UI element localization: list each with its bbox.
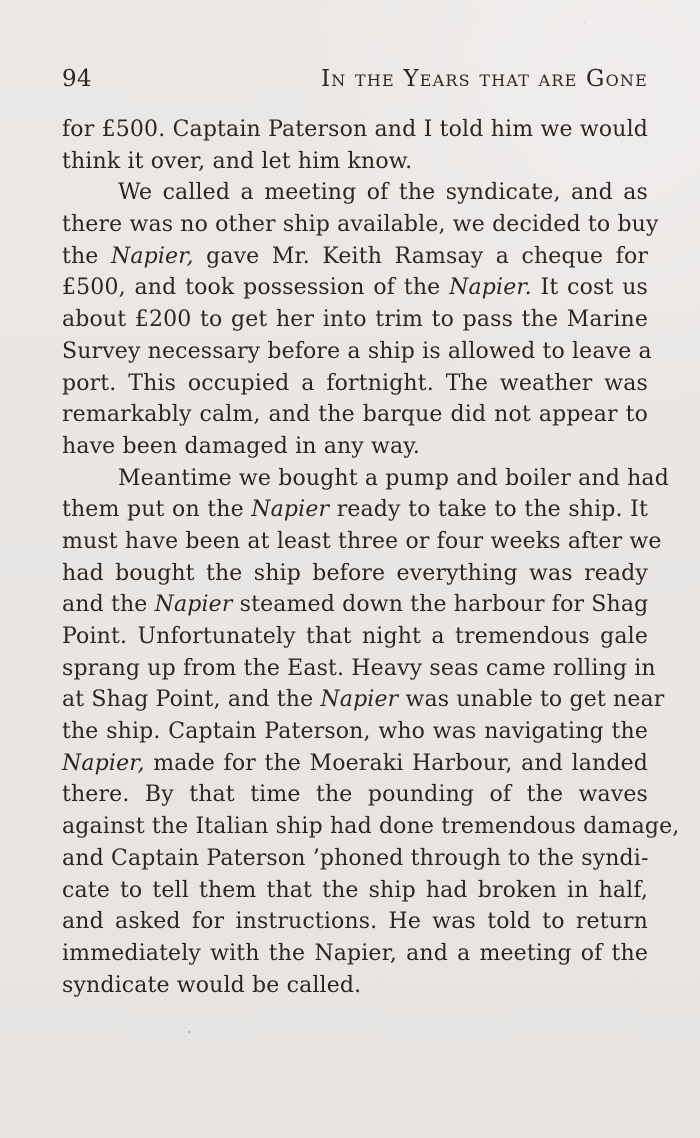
line-fragment: them put on the: [62, 497, 252, 523]
line-fragment: ready to take to the ship. It: [329, 497, 648, 523]
text-line: and Captain Paterson ’phoned through to the syndi-: [62, 845, 649, 871]
paper-speck: [188, 1031, 190, 1033]
line-fragment: steamed down the harbour for Shag: [232, 592, 649, 618]
line-fragment: was unable to get near: [398, 687, 665, 713]
ship-name-italic: Napier: [320, 687, 399, 713]
line-fragment: and the: [62, 592, 155, 618]
paragraph-start-line: Meantime we bought a pump and boiler and had: [118, 465, 669, 491]
text-line: [62, 241, 648, 273]
text-line: against the Italian ship had done tremendous damage,: [62, 814, 680, 840]
line-fragment: gave Mr. Keith Ramsay a cheque for: [193, 243, 649, 269]
text-line: must have been at least three or four weeks after we: [62, 528, 662, 554]
text-line: sprang up from the East. Heavy seas came rolling in: [62, 655, 656, 681]
text-line: [62, 589, 648, 621]
ship-name-italic: Napier: [251, 497, 330, 523]
text-line: Point. Unfortunately that night a tremendous gale: [62, 624, 648, 649]
ship-name-italic: Napier,: [62, 750, 145, 776]
text-line: the ship. Captain Paterson, who was navigating the: [62, 719, 648, 745]
text-line: and asked for instructions. He was told to return: [62, 909, 648, 935]
text-line: there was no other ship available, we decided to buy: [62, 212, 659, 238]
text-line: [62, 494, 648, 526]
text-line: for £500. Captain Paterson and I told him we would: [62, 117, 648, 142]
text-line: had bought the ship before everything was ready: [62, 560, 648, 586]
text-line: remarkably calm, and the barque did not appear to: [62, 402, 648, 428]
text-line: [62, 272, 648, 304]
line-fragment: made for the Moeraki Harbour, and landed: [144, 750, 648, 776]
paragraph-start-line: We called a meeting of the syndicate, and as: [118, 180, 648, 206]
running-title: In the Years that are Gone: [321, 66, 648, 92]
page-number: 94: [62, 66, 92, 92]
body-text: [62, 114, 680, 1001]
line-fragment: £500, and took possession of the: [62, 275, 450, 301]
line-fragment: at Shag Point, and the: [62, 687, 321, 713]
line-fragment: It cost us: [531, 275, 648, 301]
ship-name-italic: Napier,: [110, 243, 194, 269]
text-line: have been damaged in any way.: [62, 433, 421, 459]
text-line: [62, 748, 648, 780]
line-fragment: the: [62, 243, 111, 269]
text-line: syndicate would be called.: [62, 972, 362, 998]
text-line: think it over, and let him know.: [62, 148, 413, 174]
text-line: Survey necessary before a ship is allowed to leave a: [62, 338, 652, 364]
text-line: about £200 to get her into trim to pass the Marine: [62, 307, 648, 333]
text-line: port. This occupied a fortnight. The weather was: [62, 370, 648, 396]
text-line: [62, 684, 665, 716]
ship-name-italic: Napier.: [449, 275, 532, 301]
running-head: [62, 64, 648, 94]
ship-name-italic: Napier: [154, 592, 233, 618]
text-line: there. By that time the pounding of the waves: [62, 782, 648, 808]
paper-speck: [584, 22, 585, 23]
text-line: cate to tell them that the ship had broken in half,: [62, 877, 648, 903]
text-line: immediately with the Napier, and a meeting of the: [62, 940, 648, 966]
